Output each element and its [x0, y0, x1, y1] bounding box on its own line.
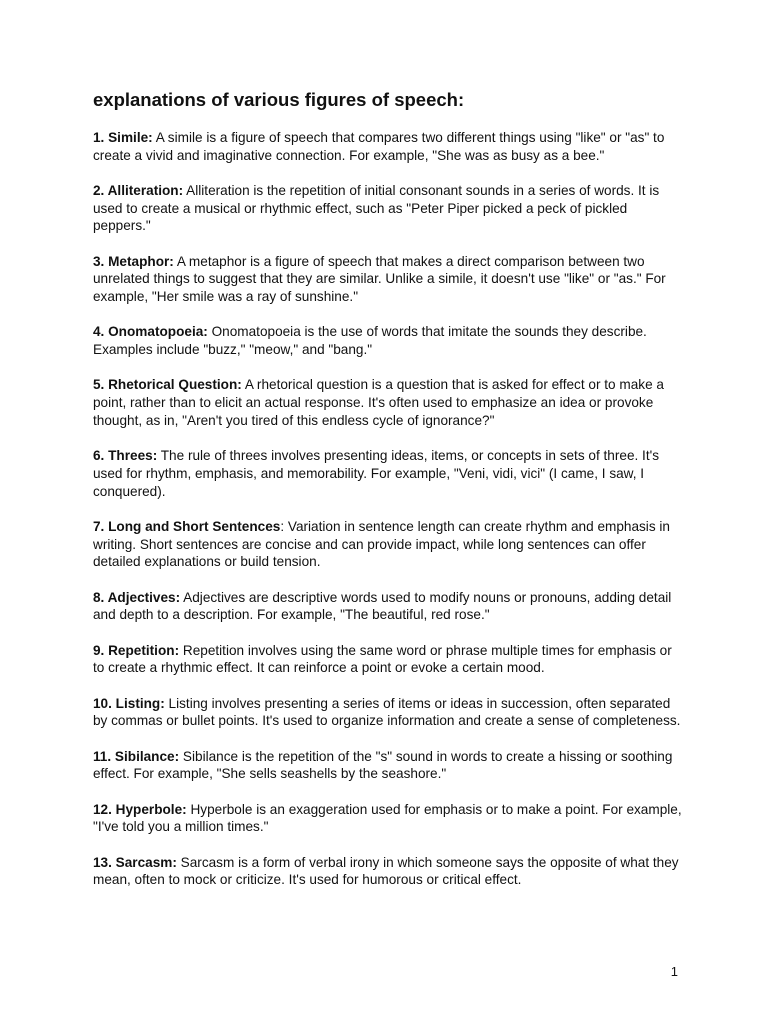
item-term: 3. Metaphor: — [93, 253, 174, 269]
list-item — [93, 447, 685, 500]
item-text: Repetition involves using the same word or phrase multiple times for emphasis or to create a rhythmic effect. It can reinforce a point or evoke a certain mood. — [93, 642, 672, 676]
item-text: Hyperbole is an exaggeration used for emphasis or to make a point. For example, "I've told you a million times." — [93, 801, 682, 835]
list-item — [93, 854, 685, 889]
list-item — [93, 748, 685, 783]
item-text: The rule of threes involves presenting ideas, items, or concepts in sets of three. It's used for rhythm, emphasis, and memorability. For example, "Veni, vidi, vici" (I came, I saw, I conquered). — [93, 448, 660, 499]
item-term: 4. Onomatopoeia: — [93, 324, 208, 340]
figures-of-speech-list — [93, 129, 685, 907]
item-text: Sibilance is the repetition of the "s" sound in words to create a hissing or soothing effect. For example, "She sells seashells by the seashore." — [93, 748, 673, 782]
item-text: Adjectives are descriptive words used to modify nouns or pronouns, adding detail and depth to a description. For example, "The beautiful, red rose." — [93, 589, 672, 623]
item-term: 5. Rhetorical Question: — [93, 377, 242, 393]
item-text: : Variation in sentence length can create rhythm and emphasis in writing. Short sentences are concise and can provide impact, while long sentences can offer detailed explanations or build tension. — [93, 518, 670, 570]
item-text: A simile is a figure of speech that compares two different things using "like" or "as" to create a vivid and imaginative connection. For example, "She was as busy as a bee." — [93, 130, 665, 163]
item-term: 7. Long and Short Sentences — [93, 518, 281, 534]
item-term: 13. Sarcasm: — [93, 854, 177, 870]
list-item — [93, 695, 685, 730]
list-item — [93, 129, 685, 164]
list-item — [93, 518, 685, 571]
item-text: A metaphor is a figure of speech that makes a direct comparison between two unrelated things to suggest that they are similar. Unlike a simile, it doesn't use "like" or "as." For example, "Her smile was a ray of sunshine." — [93, 253, 666, 305]
item-text: Alliteration is the repetition of initial consonant sounds in a series of words. It is used to create a musical or rhythmic effect, such as "Peter Piper picked a peck of pickled peppers." — [93, 183, 660, 234]
list-item — [93, 376, 685, 429]
list-item — [93, 182, 685, 235]
item-term: 1. Simile: — [93, 130, 153, 145]
item-term: 11. Sibilance: — [93, 748, 180, 764]
list-item — [93, 323, 685, 358]
list-item — [93, 642, 685, 677]
item-term: 8. Adjectives: — [93, 589, 181, 605]
item-text: Sarcasm is a form of verbal irony in which someone says the opposite of what they mean, often to mock or criticize. It's used for humorous or critical effect. — [93, 854, 679, 888]
list-item — [93, 253, 685, 306]
item-term: 12. Hyperbole: — [93, 801, 187, 817]
list-item — [93, 589, 685, 624]
page-number: 1 — [670, 964, 678, 979]
list-item — [93, 801, 685, 836]
page-title: explanations of various figures of speech: — [93, 89, 465, 110]
item-term: 6. Threes: — [93, 448, 158, 464]
item-term: 9. Repetition: — [93, 642, 180, 658]
item-text: A rhetorical question is a question that is asked for effect or to make a point, rather than to elicit an actual response. It's often used to emphasize an idea or provoke thought, as in, "Aren't you tired of this endless cycle of ignorance?" — [93, 377, 664, 428]
item-term: 10. Listing: — [93, 695, 165, 711]
item-term: 2. Alliteration: — [93, 183, 184, 198]
item-text: Listing involves presenting a series of items or ideas in succession, often separated by commas or bullet points. It's used to organize information and create a sense of completeness. — [93, 695, 681, 729]
item-text: Onomatopoeia is the use of words that imitate the sounds they describe. Examples include "buzz," "meow," and "bang." — [93, 324, 647, 358]
